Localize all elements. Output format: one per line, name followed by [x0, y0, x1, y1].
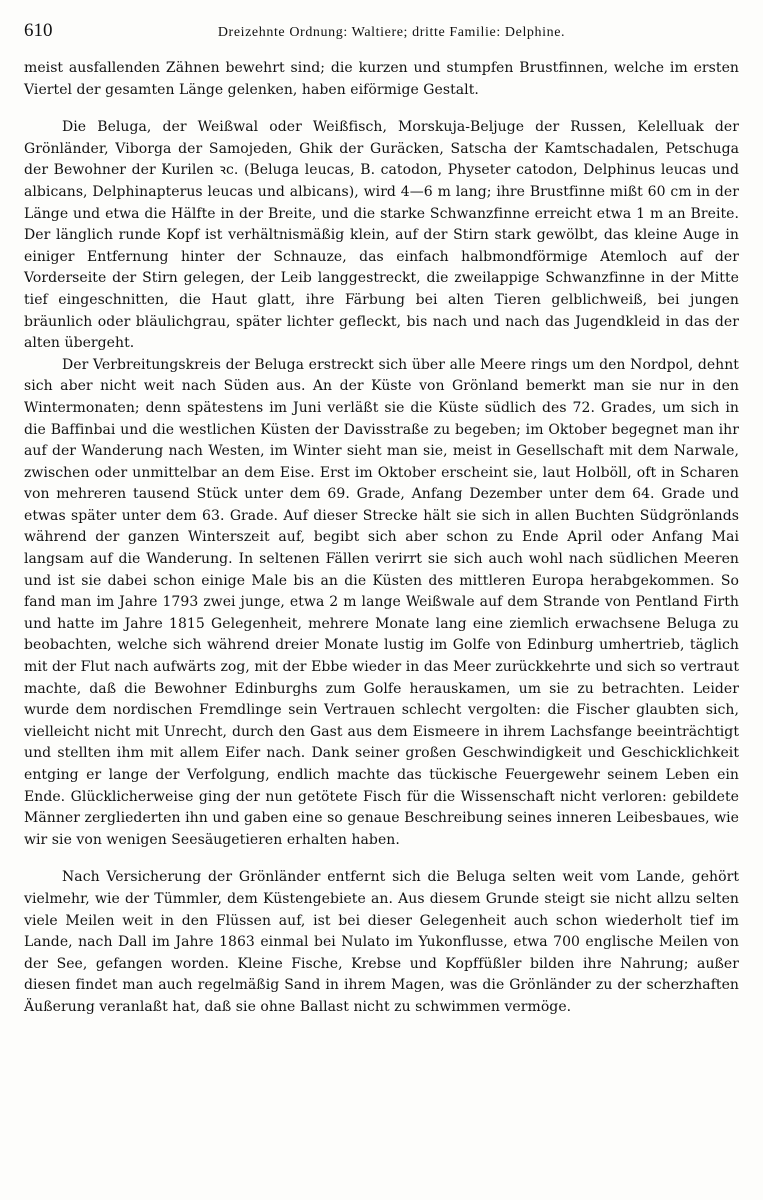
paragraph-beluga-description: Die Beluga, der Weißwal oder Weißfisch, Morskuja-Beljuge der Russen, Kelelluak der Grönländer, Viborga der Samojeden, Ghik der Guräcken, Satscha der Kamtschadalen, Petschuga der Bewohner der Kurilen ꝛc. (Beluga leucas, B. catodon, Physeter catodon, Delphinus leucas und albicans, Delphinapterus leucas und albicans), wird 4—6 m lang; ihre Brustfinne mißt 60 cm in der Länge und etwa die Hälfte in der Breite, und die starke Schwanzfinne erreicht etwa 1 m an Breite. Der länglich runde Kopf ist verhältnismäßig klein, auf der Stirn stark gewölbt, das kleine Auge in einiger Entfernung hinter der Schnauze, das einfach halbmondförmige Atemloch auf der Vorderseite der Stirn gelegen, der Leib langgestreckt, die zweilappige Schwanzfinne in der Mitte tief eingeschnitten, die Haut glatt, ihre Färbung bei alten Tieren gelblichweiß, bei jungen bräunlich oder bläulichgrau, später lichter gefleckt, bis nach und nach das Jugendkleid in das der alten übergeht. — [24, 119, 739, 352]
paragraph-beluga-habits: Nach Versicherung der Grönländer entfernt sich die Beluga selten weit vom Lande, gehört vielmehr, wie der Tümmler, dem Küstengebiete an. Aus diesem Grunde steigt sie nicht allzu selten viele Meilen weit in den Flüssen auf, ist bei dieser Gelegenheit auch schon wiederholt tief im Lande, nach Dall im Jahre 1863 einmal bei Nulato im Yukonflusse, etwa 700 englische Meilen von der See, gefangen worden. Kleine Fische, Krebse und Kopffüßler bilden ihre Nahrung; außer diesen findet man auch regelmäßig Sand in ihrem Magen, was die Grönländer zu der scherzhaften Äußerung veranlaßt hat, daß sie ohne Ballast nicht zu schwimmen vermöge. — [24, 869, 739, 1015]
running-head — [24, 20, 739, 42]
paragraph-beluga-distribution: Der Verbreitungskreis der Beluga erstreckt sich über alle Meere rings um den Nordpol, dehnt sich aber nicht weit nach Süden aus. An der Küste von Grönland bemerkt man sie nur in den Wintermonaten; denn spätestens im Juni verläßt sie die Küste südlich des 72. Grades, um sich in die Baffinbai und die westlichen Küsten der Davisstraße zu begeben; im Oktober begegnet man ihr auf der Wanderung nach Westen, im Winter sieht man sie, meist in Gesellschaft mit dem Narwale, zwischen oder unmittelbar an dem Eise. Erst im Oktober erscheint sie, laut Holböll, oft in Scharen von mehreren tausend Stück unter dem 69. Grade, Anfang Dezember unter dem 64. Grade und etwas später unter dem 63. Grade. Auf dieser Strecke hält sie sich in allen Buchten Südgrönlands während der ganzen Winterszeit auf, begibt sich aber schon zu Ende April oder Anfang Mai langsam auf die Wanderung. In seltenen Fällen verirrt sie sich auch wohl nach südlichen Meeren und ist sie dabei schon einige Male bis an die Küsten des mittleren Europa herabgekommen. So fand man im Jahre 1793 zwei junge, etwa 2 m lange Weißwale auf dem Strande von Pentland Firth und hatte im Jahre 1815 Gelegenheit, mehrere Monate lang eine ziemlich erwachsene Beluga zu beobachten, welche sich während dreier Monate lustig im Golfe von Edinburg umhertrieb, täglich mit der Flut nach aufwärts zog, mit der Ebbe wieder in das Meer zurückkehrte und sich so vertraut machte, daß die Bewohner Edinburghs zum Golfe herauskamen, um sie zu betrachten. Leider wurde dem nordischen Fremdlinge sein Vertrauen schlecht vergolten: die Fischer glaubten sich, vielleicht nicht mit Unrecht, durch den Gast aus dem Eismeere in ihrem Lachsfange beeinträchtigt und stellten ihm mit allem Eifer nach. Dank seiner großen Geschwindigkeit und Geschicklichkeit entging er lange der Verfolgung, endlich machte das tückische Feuergewehr seinem Leben ein Ende. Glücklicherweise ging der nun getötete Fisch für die Wissenschaft nicht verloren: gebildete Männer zergliederten ihn und gaben eine so genaue Beschreibung seines inneren Leibesbaues, wie wir sie von wenigen Seesäugetieren erhalten haben. — [24, 356, 739, 848]
running-head-title: Dreizehnte Ordnung: Waltiere; dritte Familie: Delphine. — [217, 25, 566, 40]
paragraph-continuation: meist ausfallenden Zähnen bewehrt sind; die kurzen und stumpfen Brustfinnen, welche im ersten Viertel der gesamten Länge gelenken, haben eiförmige Gestalt. — [24, 60, 739, 98]
page-number: 610 — [24, 20, 53, 41]
body-text — [24, 58, 739, 1019]
